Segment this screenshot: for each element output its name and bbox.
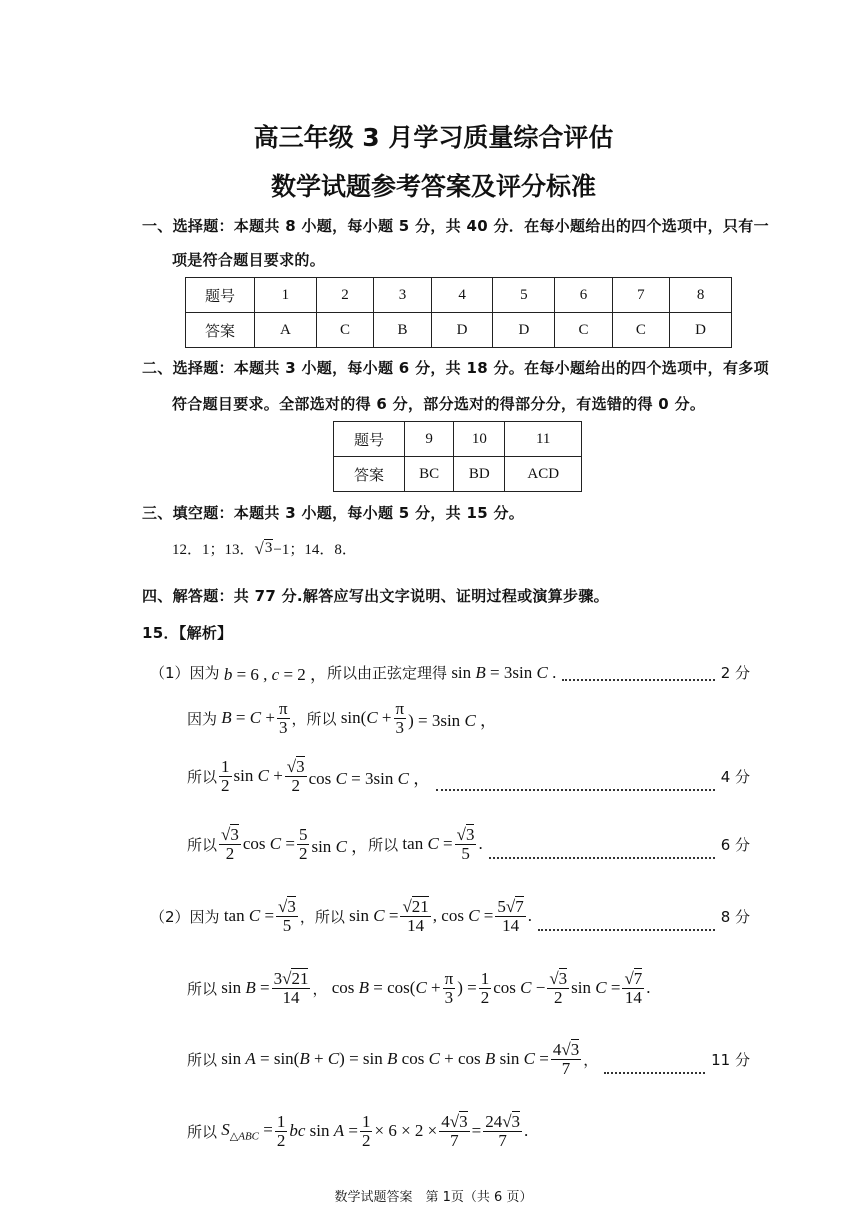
table-cell: BC (405, 457, 454, 492)
table-cell: 6 (555, 278, 612, 313)
page-footer: 数学试题答案 第 1页（共 6 页） (334, 1190, 533, 1205)
table-cell: D (431, 313, 493, 348)
fill-in-answers (172, 538, 357, 559)
score-mark: 11 分 (711, 1050, 750, 1069)
table-cell: 4 (431, 278, 493, 313)
answer-table-mc (185, 277, 732, 348)
text: 所以 (368, 835, 399, 854)
score-mark: 8 分 (720, 907, 750, 926)
solution-line-2: 因为 B = C + $\frac{\pi}{3}$ ， 所以 sin(C + $\frac{\pi}{3}$ ) = 3sin C ， (187, 699, 498, 737)
answer-table-multi (333, 421, 582, 492)
table-answer-label: 答案 (186, 313, 255, 348)
table-cell: A (255, 313, 317, 348)
table-cell: ACD (505, 457, 582, 492)
score-mark: 2 分 (720, 664, 750, 682)
table-answer-label: 答案 (334, 457, 405, 492)
table-cell: C (612, 313, 669, 348)
section1-heading-cont: 项是符合题目要求的。 (172, 251, 326, 269)
leader-dots (538, 928, 715, 931)
solution-line-7: 所以 sin A = sin(B + C) = sin B cos C + cos B sin C = $\frac{4√3}{7}$ ， 11 分 (187, 1040, 750, 1078)
text: 因为 (189, 664, 220, 682)
table-cell: 5 (493, 278, 555, 313)
text: 所以 (187, 767, 218, 786)
text: 所以 (306, 709, 337, 728)
leader-dots (489, 856, 715, 859)
text: 所以由正弦定理得 (327, 664, 448, 682)
sqrt-expression: √ 3 (254, 538, 273, 558)
solution-line-3: 所以 $\frac{1}{2}$ sin C + $\frac{√3}{2}$ cos C = 3sin C ， 4 分 (187, 757, 750, 795)
solution-line-1: （1） 因为 b = 6 , c = 2 ， 所以由正弦定理得 sin B = 3sin C . 2 分 (150, 662, 750, 684)
leader-dots (562, 678, 714, 681)
fill-answer-14: −1；14．8． (273, 542, 357, 558)
q15-label: 15．【解析】 (142, 624, 233, 642)
table-cell: 2 (316, 278, 373, 313)
text: 所以 (314, 907, 345, 926)
leader-dots (436, 788, 715, 791)
table-cell: B (374, 313, 431, 348)
text: 因为 (189, 907, 220, 926)
table-cell: 9 (405, 422, 454, 457)
page-subtitle: 数学试题参考答案及评分标准 (270, 172, 596, 201)
table-cell: 1 (255, 278, 317, 313)
table-cell: BD (454, 457, 505, 492)
section2-heading: 二、选择题：本题共 3 小题，每小题 6 分，共 18 分。在每小题给出的四个选项中，有多项 (142, 359, 769, 377)
fill-answer-12: 12．1；13． (172, 542, 255, 558)
text: 所以 (187, 1050, 218, 1069)
leader-dots (604, 1071, 705, 1074)
table-cell: C (555, 313, 612, 348)
solution-line-4: 所以 $\frac{√3}{2}$ cos C = $\frac{5}{2}$ sin C ， 所以 tan C = $\frac{√3}{5}$ . 6 分 (187, 825, 750, 863)
text: 所以 (187, 835, 218, 854)
text: 因为 (187, 709, 218, 728)
solution-line-6: 所以 sin B = $\frac{3√21}{14}$ ， cos B = cos(C + $\frac{\pi}{3}$ ) = $\frac{1}{2}$ cos C − $\frac{√3}{2}$ sin C = $\frac{√7}{14}$ . (187, 969, 651, 1007)
table-cell: 7 (612, 278, 669, 313)
table-cell: 8 (670, 278, 732, 313)
score-mark: 4 分 (720, 767, 750, 786)
part-label: （1） (150, 664, 190, 682)
part-label: （2） (150, 907, 190, 926)
table-cell: 11 (505, 422, 582, 457)
table-cell: 10 (454, 422, 505, 457)
text: 所以 (187, 1122, 218, 1141)
section4-heading: 四、解答题：共 77 分.解答应写出文字说明、证明过程或演算步骤。 (142, 587, 609, 605)
table-header-label: 题号 (186, 278, 255, 313)
solution-line-8: 所以 $S_{\triangle ABC}$ = $\frac{1}{2}$ bc sin A = $\frac{1}{2}$ × 6 × 2 × $\frac{4√3}{7}$ = $\frac{24√3}{7}$ . (187, 1112, 529, 1150)
text: 所以 (187, 979, 218, 998)
section3-heading: 三、填空题：本题共 3 小题，每小题 5 分，共 15 分。 (142, 504, 525, 522)
table-cell: D (493, 313, 555, 348)
solution-line-5: （2） 因为 tan C = $\frac{√3}{5}$ ， 所以 sin C = $\frac{√21}{14}$ , cos C = $\frac{5√7}{14}$ . 8 分 (150, 897, 750, 935)
table-header-label: 题号 (334, 422, 405, 457)
table-cell: D (670, 313, 732, 348)
section1-heading: 一、选择题：本题共 8 小题，每小题 5 分，共 40 分．在每小题给出的四个选项中，只有一 (142, 217, 769, 235)
table-cell: 3 (374, 278, 431, 313)
page-title: 高三年级 3 月学习质量综合评估 (253, 123, 614, 152)
table-cell: C (316, 313, 373, 348)
score-mark: 6 分 (720, 835, 750, 854)
section2-heading-cont: 符合题目要求。全部选对的得 6 分，部分选对的得部分分，有选错的得 0 分。 (172, 395, 706, 413)
